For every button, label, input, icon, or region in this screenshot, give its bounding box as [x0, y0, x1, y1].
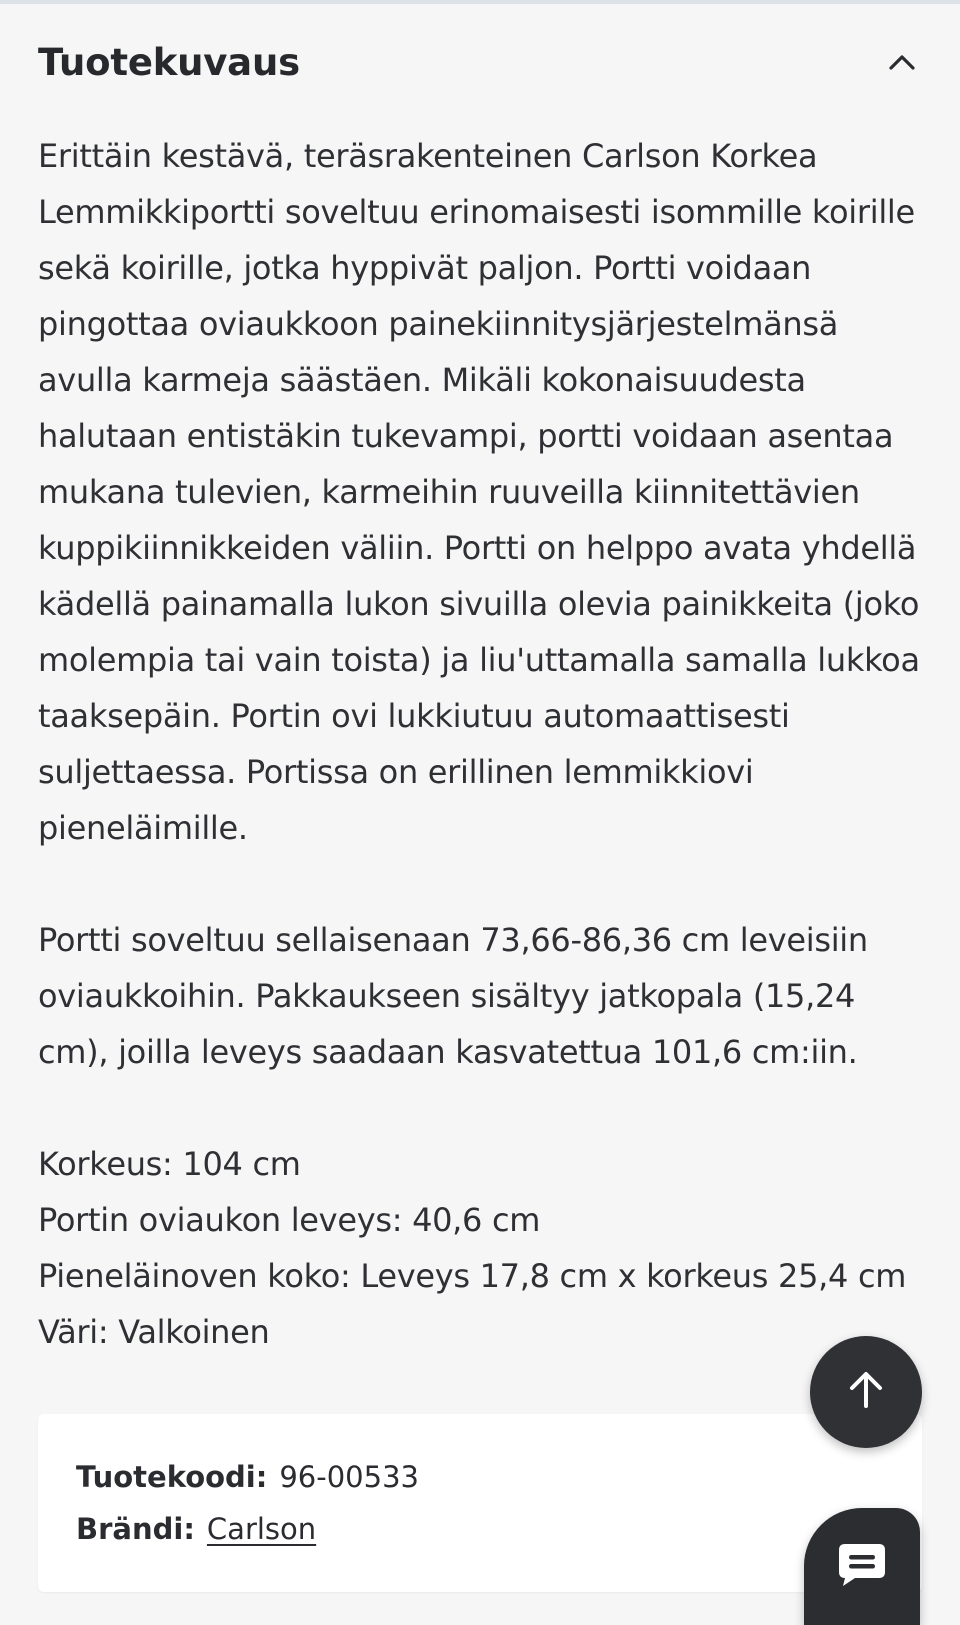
scroll-to-top-button[interactable] [810, 1336, 922, 1448]
brand-link[interactable]: Carlson [206, 1512, 317, 1546]
brand-label: Brändi: [76, 1512, 195, 1546]
description-paragraph: Portti soveltuu sellaisenaan 73,66-86,36 cm leveisiin oviaukkoihin. Pakkaukseen sisältyy jatkopala (15,24 cm), joilla leveys saadaan kasvatettua 101,6 cm:iin. [38, 921, 868, 1071]
product-code-value: 96-00533 [279, 1460, 419, 1494]
spec-door-width: Portin oviaukon leveys: 40,6 cm [38, 1201, 541, 1239]
product-code-label: Tuotekoodi: [76, 1460, 268, 1494]
spec-height: Korkeus: 104 cm [38, 1145, 301, 1183]
description-paragraph: Erittäin kestävä, teräsrakenteinen Carlson Korkea Lemmikkiportti soveltuu erinomaisesti isommille koirille sekä koirille, jotka hyppivät paljon. Portti voidaan pingottaa oviaukkoon painekiinnitysjärjestelmänsä avulla karmeja säästäen. Mikäli kokonaisuudesta halutaan entistäkin tukevampi, portti voidaan asentaa mukana tulevien, karmeihin ruuveilla kiinnitettävien kuppikiinnikkeiden väliin. Portti on helppo avata yhdellä kädellä painamalla lukon sivuilla olevia painikkeita (joko molempia tai vain toista) ja liu'uttamalla samalla lukkoa taaksepäin. Portin ovi lukkiutuu automaattisesti suljettaessa. Portissa on erillinen lemmikkiovi pieneläimille. [38, 137, 920, 847]
product-description [38, 128, 928, 1360]
product-code-row [76, 1460, 419, 1494]
chat-button[interactable] [804, 1508, 920, 1625]
section-title: Tuotekuvaus [38, 40, 300, 84]
spec-color: Väri: Valkoinen [38, 1313, 270, 1351]
paragraph-gap [38, 856, 928, 912]
chat-bubble-icon [835, 1540, 889, 1594]
chevron-up-icon[interactable] [882, 42, 922, 82]
paragraph-gap [38, 1080, 928, 1136]
product-info-card [38, 1414, 922, 1592]
spec-pet-door-size: Pieneläinoven koko: Leveys 17,8 cm x korkeus 25,4 cm [38, 1257, 907, 1295]
description-accordion-header[interactable] [38, 30, 922, 94]
arrow-up-icon [842, 1366, 890, 1418]
top-divider [0, 0, 960, 4]
brand-row [76, 1512, 316, 1546]
